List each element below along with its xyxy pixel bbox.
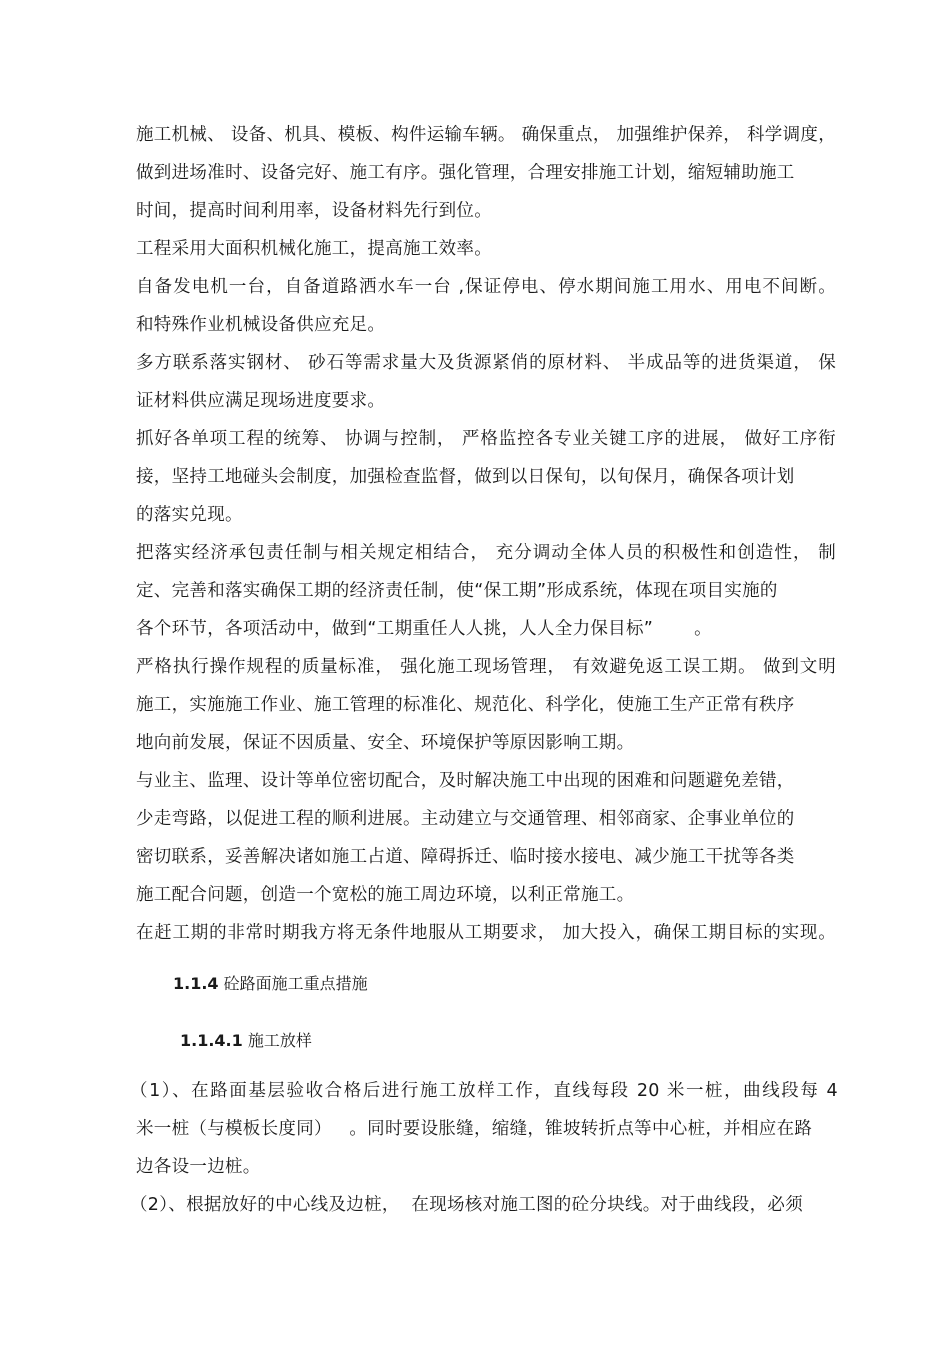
section-number: 1.1.4 (173, 974, 219, 993)
text-line: 时间，提高时间利用率，设备材料先行到位。 (136, 201, 492, 221)
text-line: 定、完善和落实确保工期的经济责任制，使“保工期”形成系统，体现在项目实施的 (136, 581, 778, 601)
subsection-heading (180, 1030, 312, 1052)
text-line: 施工机械、 设备、机具、模板、构件运输车辆。 确保重点， 加强维护保养， 科学调度， (136, 125, 836, 145)
text-line: （2）、根据放好的中心线及边桩， 在现场核对施工图的砼分块线。对于曲线段，必须 (130, 1195, 804, 1215)
text-line: 抓好各单项工程的统筹、 协调与控制， 严格监控各专业关键工序的进展， 做好工序衔 (136, 429, 836, 449)
text-line: 自备发电机一台，自备道路洒水车一台 ,保证停电、停水期间施工用水、用电不间断。 (136, 277, 836, 297)
text-line: 严格执行操作规程的质量标准， 强化施工现场管理， 有效避免返工误工期。 做到文明 (136, 657, 836, 677)
text-line: 证材料供应满足现场进度要求。 (136, 391, 386, 411)
text-line: 施工配合问题，创造一个宽松的施工周边环境，以利正常施工。 (136, 885, 635, 905)
text-line: 多方联系落实钢材、 砂石等需求量大及货源紧俏的原材料、 半成品等的进货渠道， 保 (136, 353, 836, 373)
text-line: 施工，实施施工作业、施工管理的标准化、规范化、科学化，使施工生产正常有秩序 (136, 695, 795, 715)
text-line: 接，坚持工地碰头会制度，加强检查监督，做到以日保旬，以旬保月，确保各项计划 (136, 467, 795, 487)
text-line: 密切联系，妥善解决诸如施工占道、障碍拆迁、临时接水接电、减少施工干扰等各类 (136, 847, 795, 867)
text-line: 边各设一边桩。 (136, 1157, 261, 1177)
text-line: 工程采用大面积机械化施工，提高施工效率。 (136, 239, 492, 259)
section-title: 砼路面施工重点措施 (223, 974, 368, 993)
subsection-number: 1.1.4.1 (180, 1031, 243, 1050)
text-line: 地向前发展，保证不因质量、安全、环境保护等原因影响工期。 (136, 733, 635, 753)
text-line: 在赶工期的非常时期我方将无条件地服从工期要求， 加大投入，确保工期目标的实现。 (136, 923, 836, 943)
text-line: 做到进场准时、设备完好、施工有序。强化管理，合理安排施工计划，缩短辅助施工 (136, 163, 795, 183)
text-line: （1）、在路面基层验收合格后进行施工放样工作，直线每段 20 米一桩，曲线段每 4 (130, 1081, 838, 1101)
text-line: 米一桩（与模板长度同） 。同时要设胀缝，缩缝，锥坡转折点等中心桩，并相应在路 (136, 1119, 813, 1139)
subsection-title: 施工放样 (247, 1031, 312, 1050)
text-line: 少走弯路，以促进工程的顺利进展。主动建立与交通管理、相邻商家、企事业单位的 (136, 809, 795, 829)
text-line: 与业主、监理、设计等单位密切配合，及时解决施工中出现的困难和问题避免差错， (136, 771, 795, 791)
text-line: 和特殊作业机械设备供应充足。 (136, 315, 386, 335)
section-heading (173, 973, 368, 995)
text-line: 各个环节，各项活动中，做到“工期重任人人挑，人人全力保目标” 。 (136, 619, 712, 639)
text-line: 把落实经济承包责任制与相关规定相结合， 充分调动全体人员的积极性和创造性， 制 (136, 543, 836, 563)
text-line: 的落实兑现。 (136, 505, 243, 525)
